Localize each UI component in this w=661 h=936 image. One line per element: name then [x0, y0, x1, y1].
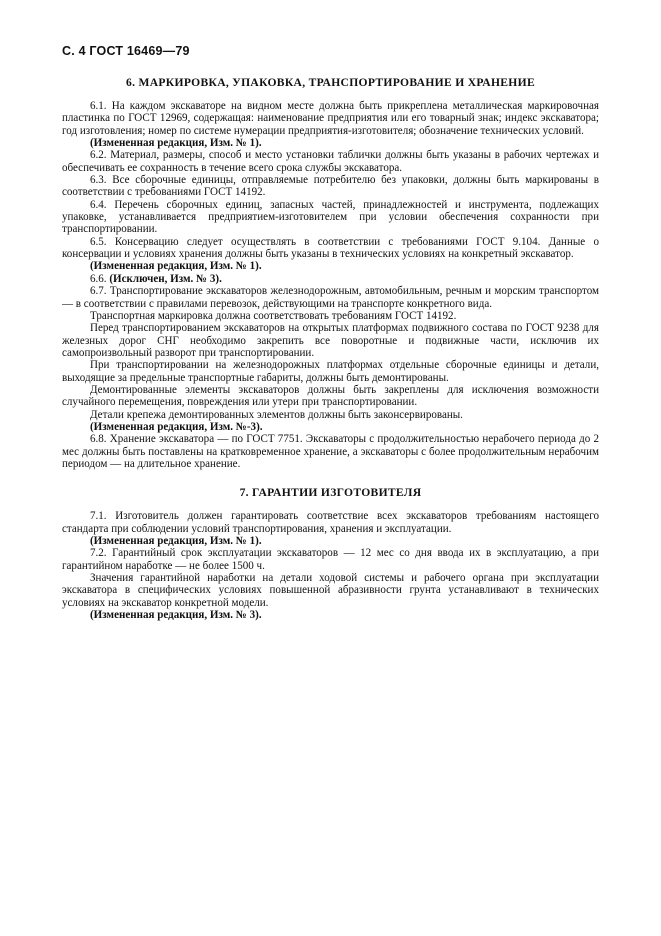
document-body — [62, 76, 599, 621]
paragraph-dismantled-fixing: Демонтированные элементы экскаваторов должны быть закреплены для исключения возможности случайного перемещения, повреждения или утери при транспортировании. — [62, 383, 599, 409]
paragraph-6-2: 6.2. Материал, размеры, способ и место установки таблички должны быть указаны в рабочих чертежах и обеспечивать ее сохранность в течение всего срока службы экскаватора. — [62, 149, 599, 174]
paragraph-transport-marking: Транспортная маркировка должна соответствовать требованиям ГОСТ 14192. — [90, 309, 457, 322]
paragraph-fasteners: Детали крепежа демонтированных элементов должны быть законсервированы. — [90, 408, 463, 421]
section-7-title: 7. ГАРАНТИИ ИЗГОТОВИТЕЛЯ — [239, 486, 422, 500]
paragraph-6-6 — [62, 273, 599, 285]
amendment-note: (Измененная редакция, Изм. № 1). — [90, 137, 262, 150]
amendment-note: (Измененная редакция, Изм. № 1). — [90, 260, 262, 273]
paragraph-6-6-number: 6.6. — [90, 272, 107, 285]
paragraph-6-8: 6.8. Хранение экскаватора — по ГОСТ 7751. Экскаваторы с продолжительностью нерабочего периода до 2 мес должны быть поставлены на кратковременное хранение, а экскаваторы с более продолжительным нерабочим периодом — на длительное хранение. — [62, 433, 599, 470]
section-6-title: 6. МАРКИРОВКА, УПАКОВКА, ТРАНСПОРТИРОВАНИЕ И ХРАНЕНИЕ — [126, 76, 535, 89]
paragraph-6-5: 6.5. Консервацию следует осуществлять в соответствии с требованиями ГОСТ 9.104. Данные о консервации и условиях хранения должны быть указаны в технических условиях на конкретный экскаватор. — [62, 235, 599, 261]
paragraph-6-7: 6.7. Транспортирование экскаваторов железнодорожным, автомобильным, речным и морским транспортом — в соответствии с правилами перевозок, действующими на транспорте конкретного вида. — [62, 285, 599, 310]
amendment-note: (Измененная редакция, Изм. № 1). — [90, 535, 262, 547]
paragraph-6-4: 6.4. Перечень сборочных единиц, запасных частей, принадлежностей и инструмента, подлежащих упаковке, устанавливается предприятием-изготовителем при условии обеспечения сохранности при транспортировании. — [62, 198, 599, 236]
paragraph-7-1: 7.1. Изготовитель должен гарантировать соответствие всех экскаваторов требованиям настоящего стандарта при соблюдении условий транспортирования, хранения и эксплуатации. — [62, 510, 599, 535]
paragraph-platform-transport: Перед транспортированием экскаваторов на открытых платформах подвижного состава по ГОСТ 9238 для железных дорог СНГ необходимо закрепить все поворотные и подвижные части, исключив их самопроизвольный разворот при транспортировании. — [62, 322, 599, 359]
amendment-note: (Измененная редакция, Изм. №-3). — [90, 420, 263, 433]
paragraph-6-3: 6.3. Все сборочные единицы, отправляемые потребителю без упаковки, должны быть маркированы в соответствии с требованиями ГОСТ 14192. — [62, 174, 599, 199]
paragraph-warranty-values: Значения гарантийной наработки на детали ходовой системы и рабочего органа при эксплуатации экскаватора в специфических условиях повышенной абразивности грунта устанавливают в технических условиях на экскаватор конкретной модели. — [62, 572, 599, 609]
paragraph-7-2: 7.2. Гарантийный срок эксплуатации экскаваторов — 12 мес со дня ввода их в эксплуатацию, а при гарантийном наработке — не более 1500 ч. — [62, 547, 599, 572]
paragraph-6-1: 6.1. На каждом экскаваторе на видном месте должна быть прикреплена металлическая маркировочная пластинка по ГОСТ 12969, содержащая: наименование предприятия или его товарный знак; индекс экскаватора; год изготовления; номер по системе нумерации предприятия-изготовителя; обозначение технических условий. — [62, 100, 599, 137]
page-header: С. 4 ГОСТ 16469—79 — [62, 44, 190, 58]
excluded-note: (Исключен, Изм. № 3). — [109, 272, 222, 285]
amendment-note: (Измененная редакция, Изм. № 3). — [90, 609, 262, 622]
paragraph-railway-dismantling: При транспортировании на железнодорожных платформах отдельные сборочные единицы и детали, выходящие за предельные транспортные габариты, должны быть демонтированы. — [62, 359, 599, 384]
